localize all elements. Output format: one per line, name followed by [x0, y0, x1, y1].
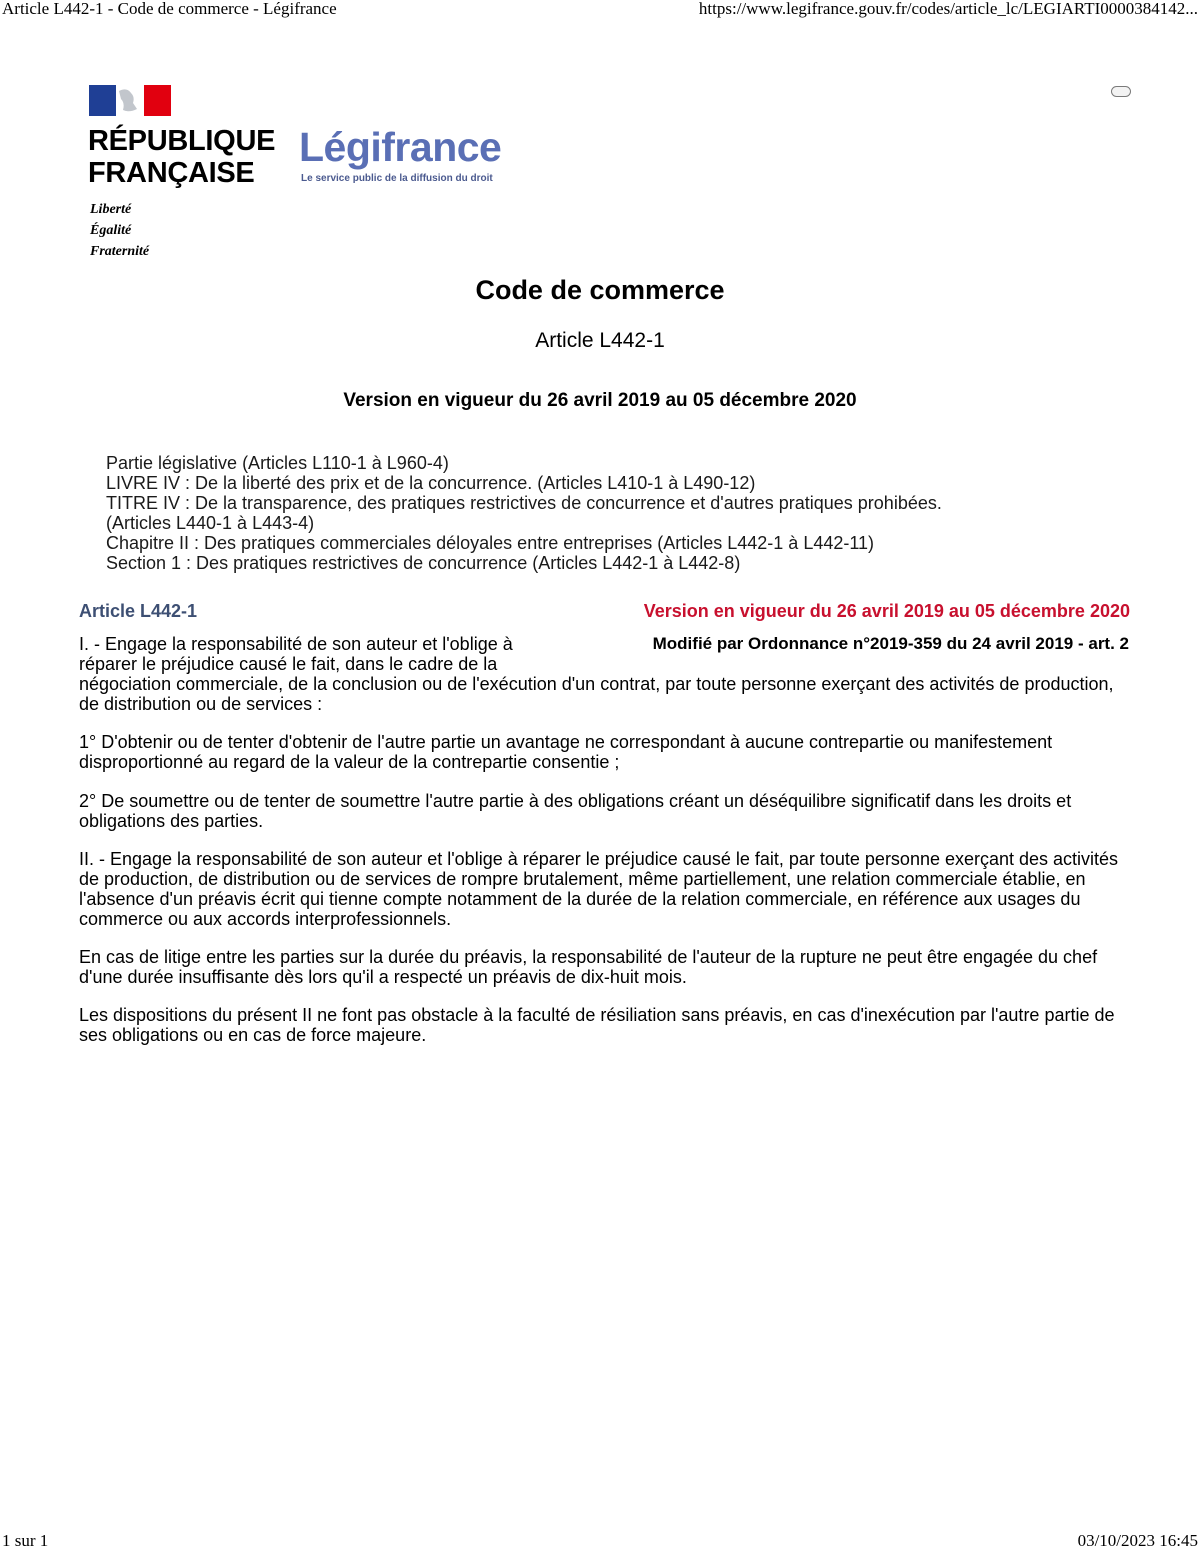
motto — [90, 199, 149, 262]
version-title: Version en vigueur du 26 avril 2019 au 05 décembre 2020 — [343, 390, 857, 411]
francaise-text: FRANÇAISE — [88, 157, 255, 189]
legifrance-logo[interactable]: Légifrance — [299, 124, 502, 170]
breadcrumb-section[interactable]: Section 1 : Des pratiques restrictives de concurrence (Articles L442-1 à L442-8) — [106, 553, 741, 573]
motto-liberte: Liberté — [90, 202, 132, 217]
article-paragraph-2: 1° D'obtenir ou de tenter d'obtenir de l'autre partie un avantage ne correspondant à aucune contrepartie ou manifestement disproportionné au regard de la valeur de la contrepartie consentie ; — [79, 732, 1053, 772]
breadcrumb — [106, 453, 1106, 573]
article-title: Article L442-1 — [535, 329, 665, 352]
article-paragraph-1b: négociation commerciale, de la conclusion ou de l'exécution d'un contrat, par toute personne exerçant des activités de production, de distribution ou de services : — [79, 674, 1114, 714]
marianne-flag-logo — [89, 85, 171, 116]
print-footer-datetime: 03/10/2023 16:45 — [1077, 1531, 1198, 1550]
modified-by-link[interactable]: Modifié par Ordonnance n°2019-359 du 24 avril 2019 - art. 2 — [652, 634, 1129, 653]
breadcrumb-partie[interactable]: Partie législative (Articles L110-1 à L960-4) — [106, 453, 449, 473]
motto-fraternite: Fraternité — [90, 244, 150, 259]
legifrance-tagline: Le service public de la diffusion du droit — [301, 173, 493, 184]
article-paragraph-4: II. - Engage la responsabilité de son auteur et l'oblige à réparer le préjudice causé le fait, par toute personne exerçant des activités de production, de distribution ou de services de rompre brutalement, même partiellement, une relation commerciale établie, en l'absence d'un préavis écrit qui tienne compte notamment de la durée de la relation commerciale, en référence aux usages du commerce ou aux accords interprofessionnels. — [79, 849, 1119, 929]
article-paragraph-3: 2° De soumettre ou de tenter de soumettre l'autre partie à des obligations créant un déséquilibre significatif dans les droits et obligations des parties. — [79, 791, 1072, 831]
republique-text: RÉPUBLIQUE — [88, 125, 276, 157]
article-paragraph-5: En cas de litige entre les parties sur la durée du préavis, la responsabilité de l'auteur de la rupture ne peut être engagée du chef d'une durée insuffisante dès lors qu'il a respecté un préavis de dix-huit mois. — [79, 947, 1098, 987]
breadcrumb-titre[interactable]: TITRE IV : De la transparence, des pratiques restrictives de concurrence et d'autres pratiques prohibées. — [106, 493, 942, 513]
print-header-title: Article L442-1 - Code de commerce - Légifrance — [2, 0, 337, 18]
motto-egalite: Égalité — [90, 223, 132, 238]
article-paragraph-1a: I. - Engage la responsabilité de son auteur et l'oblige à réparer le préjudice causé le fait, dans le cadre de la — [79, 634, 513, 674]
toggle-switch[interactable] — [1111, 86, 1131, 97]
code-title: Code de commerce — [475, 275, 725, 305]
article-version: Version en vigueur du 26 avril 2019 au 05 décembre 2020 — [643, 601, 1130, 621]
breadcrumb-titre-articles[interactable]: (Articles L440-1 à L443-4) — [106, 513, 315, 533]
article-label: Article L442-1 — [79, 601, 198, 621]
breadcrumb-chapitre[interactable]: Chapitre II : Des pratiques commerciales déloyales entre entreprises (Articles L442-1 à L442-11) — [106, 533, 875, 553]
print-footer-page: 1 sur 1 — [2, 1531, 49, 1550]
print-header-url: https://www.legifrance.gouv.fr/codes/article_lc/LEGIARTI0000384142... — [698, 0, 1198, 18]
breadcrumb-livre[interactable]: LIVRE IV : De la liberté des prix et de la concurrence. (Articles L410-1 à L490-12) — [106, 473, 756, 493]
article-paragraph-6: Les dispositions du présent II ne font pas obstacle à la faculté de résiliation sans préavis, en cas d'inexécution par l'autre partie de ses obligations ou en cas de force majeure. — [79, 1005, 1115, 1045]
